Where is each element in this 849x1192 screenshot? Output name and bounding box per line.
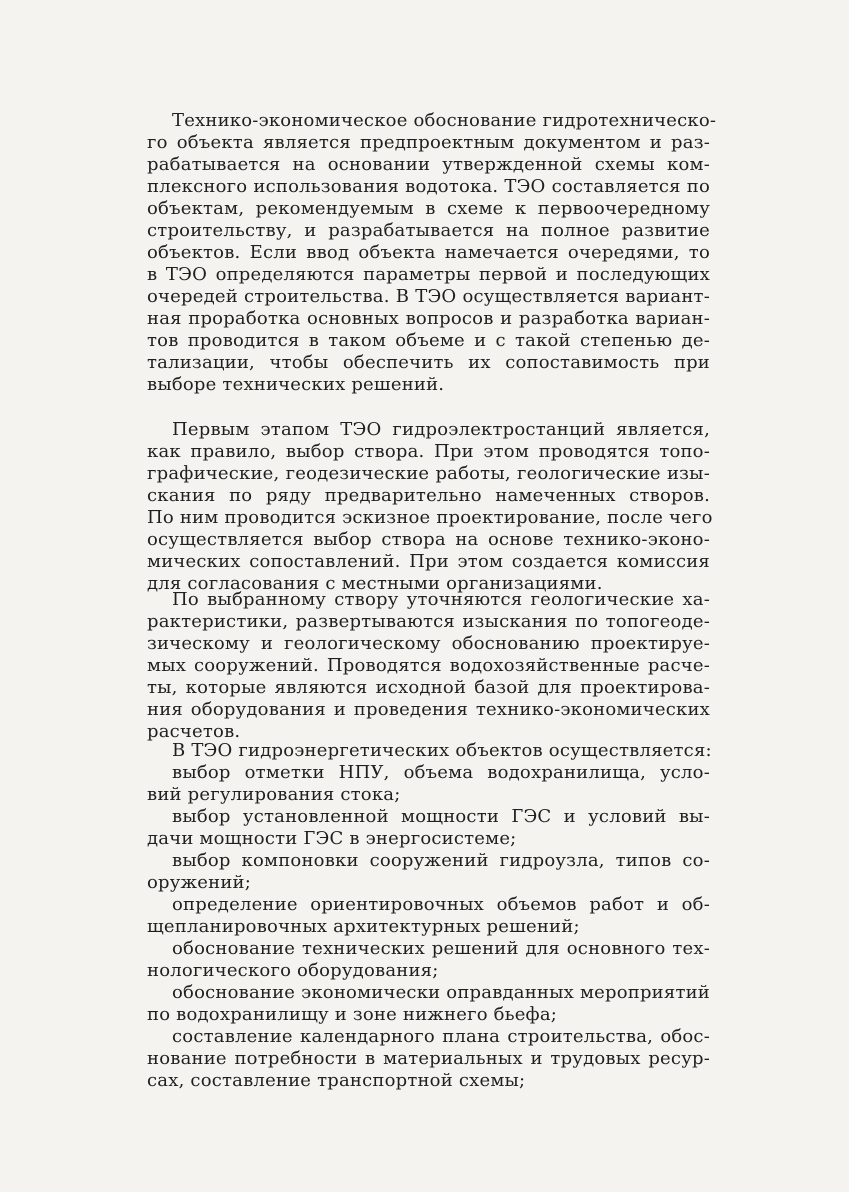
text-line: объектов. Если ввод объекта намечается очередями, то <box>147 242 710 263</box>
text-line: выборе технических решений. <box>147 374 445 395</box>
text-line: обоснование экономически оправданных мероприятий <box>172 982 710 1003</box>
text-line: рабатывается на основании утвержденной схемы ком- <box>147 154 710 175</box>
text-line: вий регулирования стока; <box>147 784 401 805</box>
text-line: очередей строительства. В ТЭО осуществляется вариант- <box>147 286 710 307</box>
text-line: ты, которые являются исходной базой для проектирова- <box>147 677 710 698</box>
text-line: для согласования с местными организациями. <box>147 573 603 594</box>
text-line: ная проработка основных вопросов и разработка вариан- <box>147 308 710 329</box>
text-line: По ним проводится эскизное проектирование, после чего <box>147 507 713 528</box>
text-line: сах, составление транспортной схемы; <box>147 1070 526 1091</box>
text-line: ния оборудования и проведения технико-экономических <box>147 699 710 720</box>
text-line: нологического оборудования; <box>147 960 439 981</box>
text-line: тов проводится в таком объеме и с такой степенью де- <box>147 330 710 351</box>
text-line: оружений; <box>147 872 252 893</box>
text-line: скания по ряду предварительно намеченных створов. <box>147 485 710 506</box>
text-line: графические, геодезические работы, геологические изы- <box>147 463 710 484</box>
text-line: зическому и геологическому обоснованию проектируе- <box>147 633 710 654</box>
text-line: щепланировочных архитектурных решений; <box>147 916 580 937</box>
text-line: в ТЭО определяются параметры первой и последующих <box>147 264 710 285</box>
text-line: выбор установленной мощности ГЭС и условий вы- <box>172 806 710 827</box>
text-line: по водохранилищу и зоне нижнего бьефа; <box>147 1004 558 1025</box>
text-line: По выбранному створу уточняются геологические ха- <box>172 589 710 610</box>
text-line: выбор компоновки сооружений гидроузла, типов со- <box>172 850 710 871</box>
text-line: составление календарного плана строительства, обос- <box>172 1026 710 1047</box>
text-line: тализации, чтобы обеспечить их сопоставимость при <box>147 352 710 373</box>
text-line: В ТЭО гидроэнергетических объектов осуществляется: <box>172 740 712 761</box>
text-line: мических сопоставлений. При этом создается комиссия <box>147 551 710 572</box>
text-line: строительству, и разрабатывается на полное развитие <box>147 220 710 241</box>
text-line: выбор отметки НПУ, объема водохранилища, усло- <box>172 762 710 783</box>
text-line: Технико-экономическое обоснование гидротехническо- <box>172 110 717 131</box>
text-line: нование потребности в материальных и трудовых ресур- <box>147 1048 710 1069</box>
text-line: Первым этапом ТЭО гидроэлектростанций является, <box>172 419 710 440</box>
text-line: определение ориентировочных объемов работ и об- <box>172 894 710 915</box>
text-line: обоснование технических решений для основного тех- <box>172 938 710 959</box>
text-line: расчетов. <box>147 721 241 742</box>
text-line: рактеристики, развертываются изыскания по топогеоде- <box>147 611 710 632</box>
text-line: объектам, рекомендуемым в схеме к первоочередному <box>147 198 710 219</box>
text-line: осуществляется выбор створа на основе технико-эконо- <box>147 529 710 550</box>
text-line: как правило, выбор створа. При этом проводятся топо- <box>147 441 710 462</box>
text-line: го объекта является предпроектным документом и раз- <box>147 132 710 153</box>
text-line: дачи мощности ГЭС в энергосистеме; <box>147 828 517 849</box>
text-line: плексного использования водотока. ТЭО составляется по <box>147 176 710 197</box>
text-line: мых сооружений. Проводятся водохозяйственные расче- <box>147 655 710 676</box>
